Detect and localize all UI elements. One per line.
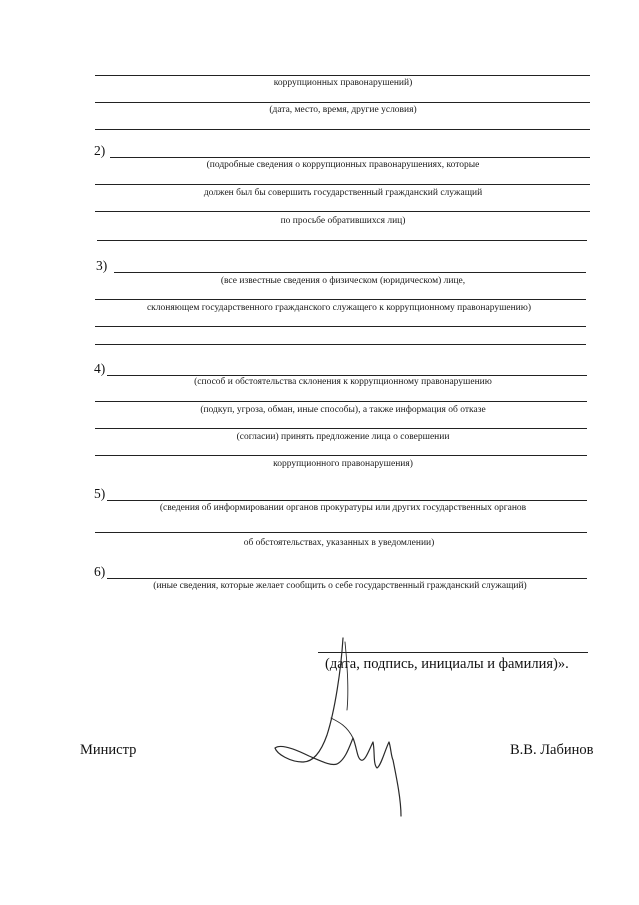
fill-line — [95, 211, 590, 212]
fill-line — [107, 500, 587, 501]
signer-position: Министр — [80, 742, 137, 758]
item-number: 5) — [94, 486, 106, 501]
item-number: 4) — [94, 361, 106, 376]
field-caption: коррупционных правонарушений) — [273, 78, 413, 88]
field-caption: (согласии) принять предложение лица о совершении — [236, 432, 450, 442]
item-number: 2) — [94, 143, 106, 158]
fill-line — [95, 299, 586, 300]
item-number: 3) — [96, 258, 108, 273]
field-caption: должен был бы совершить государственный гражданский служащий — [203, 188, 483, 198]
field-caption: (иные сведения, которые желает сообщить о себе государственный гражданский служащий) — [153, 581, 527, 591]
field-caption: (способ и обстоятельства склонения к коррупционному правонарушению — [194, 377, 492, 387]
field-caption: (все известные сведения о физическом (юридическом) лице, — [220, 276, 466, 286]
fill-line — [95, 184, 590, 185]
fill-line — [95, 532, 587, 533]
fill-line — [107, 375, 587, 376]
field-caption: (сведения об информировании органов прокуратуры или других государственных органов — [159, 503, 527, 513]
item-number: 6) — [94, 564, 106, 579]
field-caption: по просьбе обратившихся лиц) — [280, 216, 406, 226]
fill-line — [95, 428, 587, 429]
field-caption: (дата, место, время, другие условия) — [269, 105, 417, 115]
fill-line — [95, 75, 590, 76]
fill-line — [95, 102, 590, 103]
fill-line — [95, 455, 587, 456]
fill-line — [97, 240, 587, 241]
signer-name: В.В. Лабинов — [510, 742, 594, 758]
fill-line — [107, 578, 587, 579]
handwritten-signature — [265, 630, 425, 820]
field-caption: (подробные сведения о коррупционных правонарушениях, которые — [206, 160, 480, 170]
fill-line — [95, 129, 590, 130]
fill-line — [114, 272, 586, 273]
field-caption: склоняющем государственного гражданского служащего к коррупционному правонарушению) — [146, 303, 532, 313]
field-caption: об обстоятельствах, указанных в уведомлении) — [243, 538, 435, 548]
fill-line — [95, 326, 586, 327]
field-caption: коррупционного правонарушения) — [273, 459, 413, 469]
field-caption: (подкуп, угроза, обман, иные способы), а также информация об отказе — [200, 405, 486, 415]
fill-line — [95, 401, 587, 402]
fill-line — [95, 344, 586, 345]
signature-caption: (дата, подпись, инициалы и фамилия)». — [325, 656, 569, 672]
fill-line — [110, 157, 590, 158]
